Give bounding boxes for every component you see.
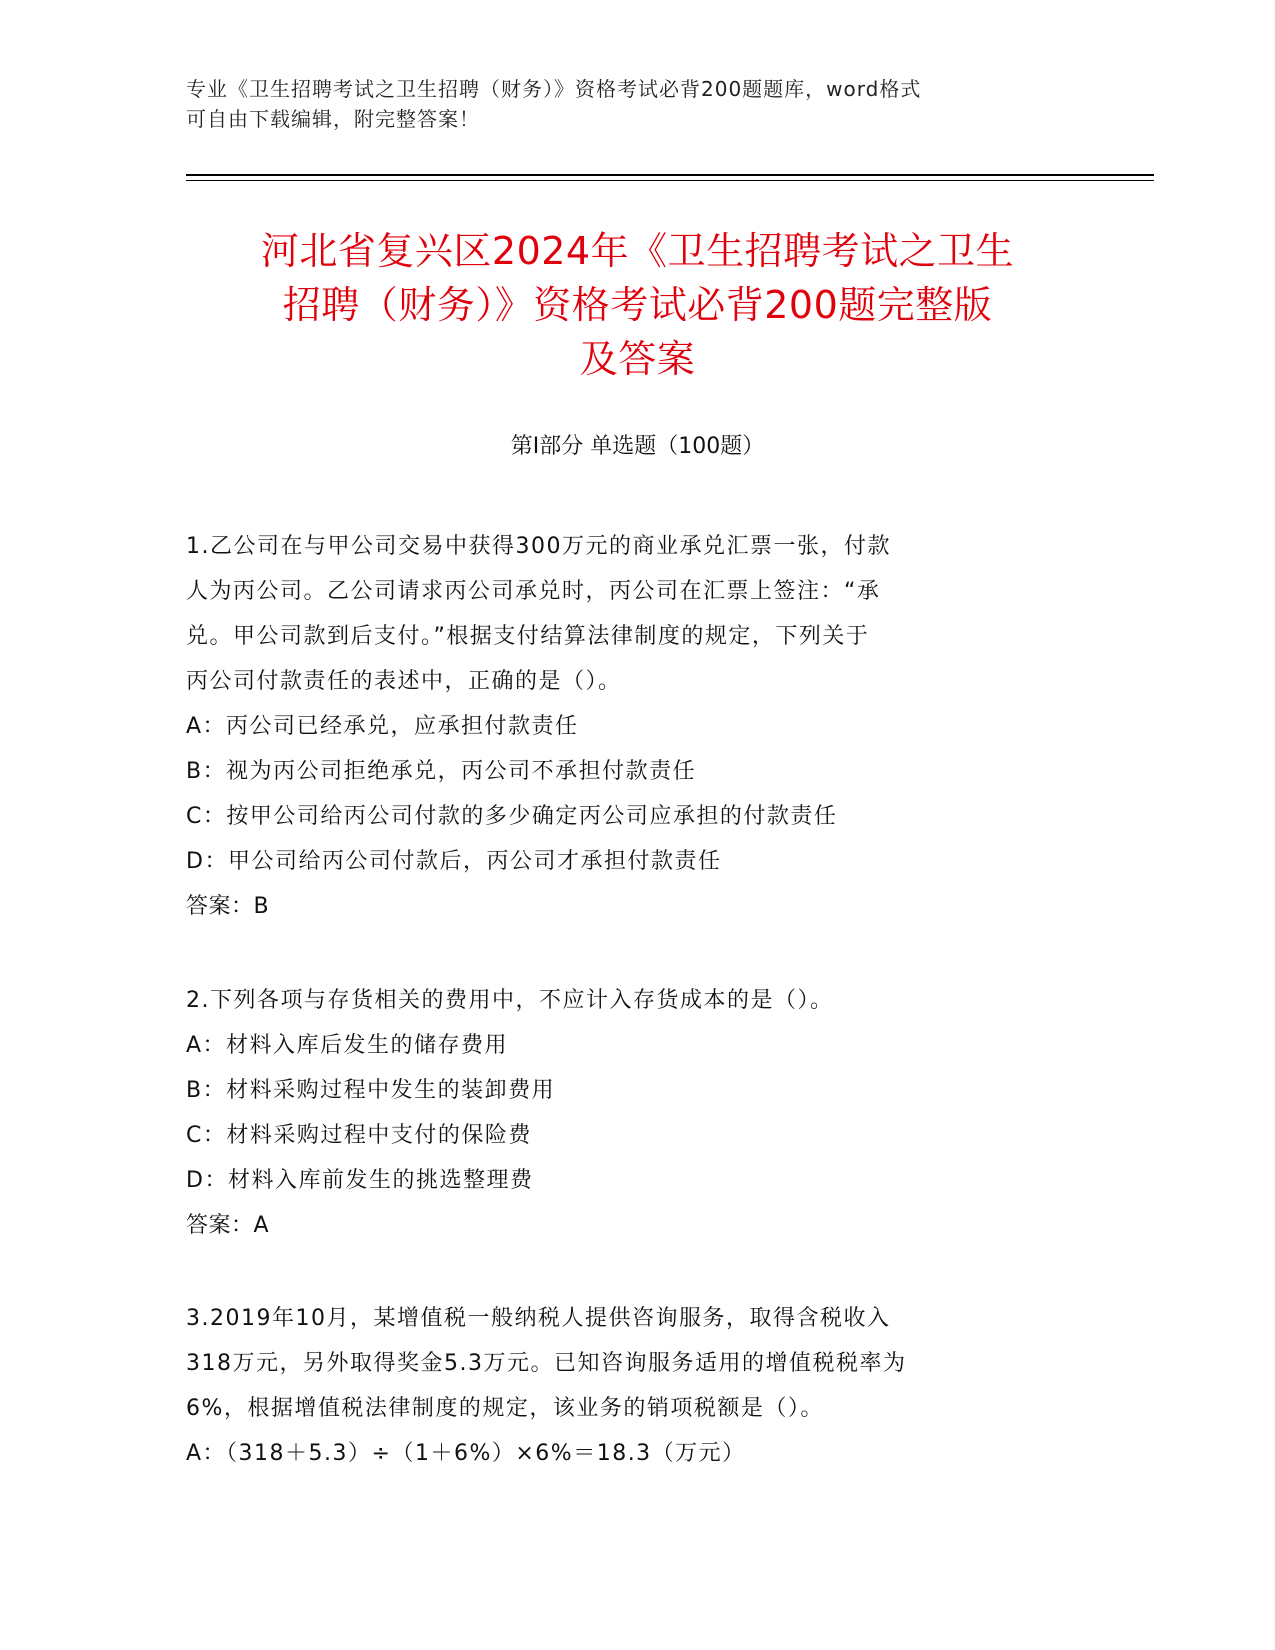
question-3 [186, 1296, 1086, 1476]
option-b: B：材料采购过程中发生的装卸费用 [186, 1078, 556, 1103]
question-stem-line: 6%，根据增值税法律制度的规定，该业务的销项税额是（）。 [186, 1396, 824, 1421]
question-stem-line: 3.2019年10月，某增值税一般纳税人提供咨询服务，取得含税收入 [186, 1306, 891, 1331]
header-divider-thin [186, 180, 1154, 181]
title-line: 招聘（财务）》资格考试必背200题完整版 [282, 283, 993, 327]
question-stem-line: 丙公司付款责任的表述中，正确的是（）。 [186, 669, 622, 694]
option-d: D：甲公司给丙公司付款后，丙公司才承担付款责任 [186, 849, 722, 874]
option-a: A：材料入库后发生的储存费用 [186, 1033, 509, 1058]
section-heading: 第Ⅰ部分 单选题（100题） [510, 434, 765, 459]
option-a: A：丙公司已经承兑，应承担付款责任 [186, 714, 579, 739]
header-note-line: 可自由下载编辑，附完整答案！ [186, 107, 480, 131]
question-stem-line: 2.下列各项与存货相关的费用中，不应计入存货成本的是（）。 [186, 988, 834, 1013]
title-line: 河北省复兴区2024年《卫生招聘考试之卫生 [260, 229, 1015, 273]
header-note-line: 专业《卫生招聘考试之卫生招聘（财务）》资格考试必背200题题库，word格式 [186, 77, 922, 101]
answer: 答案：B [186, 894, 270, 919]
question-stem-line: 318万元，另外取得奖金5.3万元。已知咨询服务适用的增值税税率为 [186, 1351, 907, 1376]
option-c: C：材料采购过程中支付的保险费 [186, 1123, 532, 1148]
header-note [186, 74, 1066, 134]
header-divider-thick [186, 174, 1154, 176]
question-1 [186, 524, 1086, 929]
answer: 答案：A [186, 1213, 270, 1238]
question-stem-line: 兑。甲公司款到后支付。”根据支付结算法律制度的规定，下列关于 [186, 624, 870, 649]
document-title [150, 224, 1125, 386]
option-b: B：视为丙公司拒绝承兑，丙公司不承担付款责任 [186, 759, 697, 784]
option-a: A：（318＋5.3）÷（1＋6%）×6%＝18.3（万元） [186, 1441, 746, 1466]
question-stem-line: 1.乙公司在与甲公司交易中获得300万元的商业承兑汇票一张，付款 [186, 534, 891, 559]
option-c: C：按甲公司给丙公司付款的多少确定丙公司应承担的付款责任 [186, 804, 838, 829]
option-d: D：材料入库前发生的挑选整理费 [186, 1168, 534, 1193]
title-line: 及答案 [579, 337, 696, 381]
question-stem-line: 人为丙公司。乙公司请求丙公司承兑时，丙公司在汇票上签注：“承 [186, 579, 881, 604]
question-2 [186, 978, 1086, 1248]
